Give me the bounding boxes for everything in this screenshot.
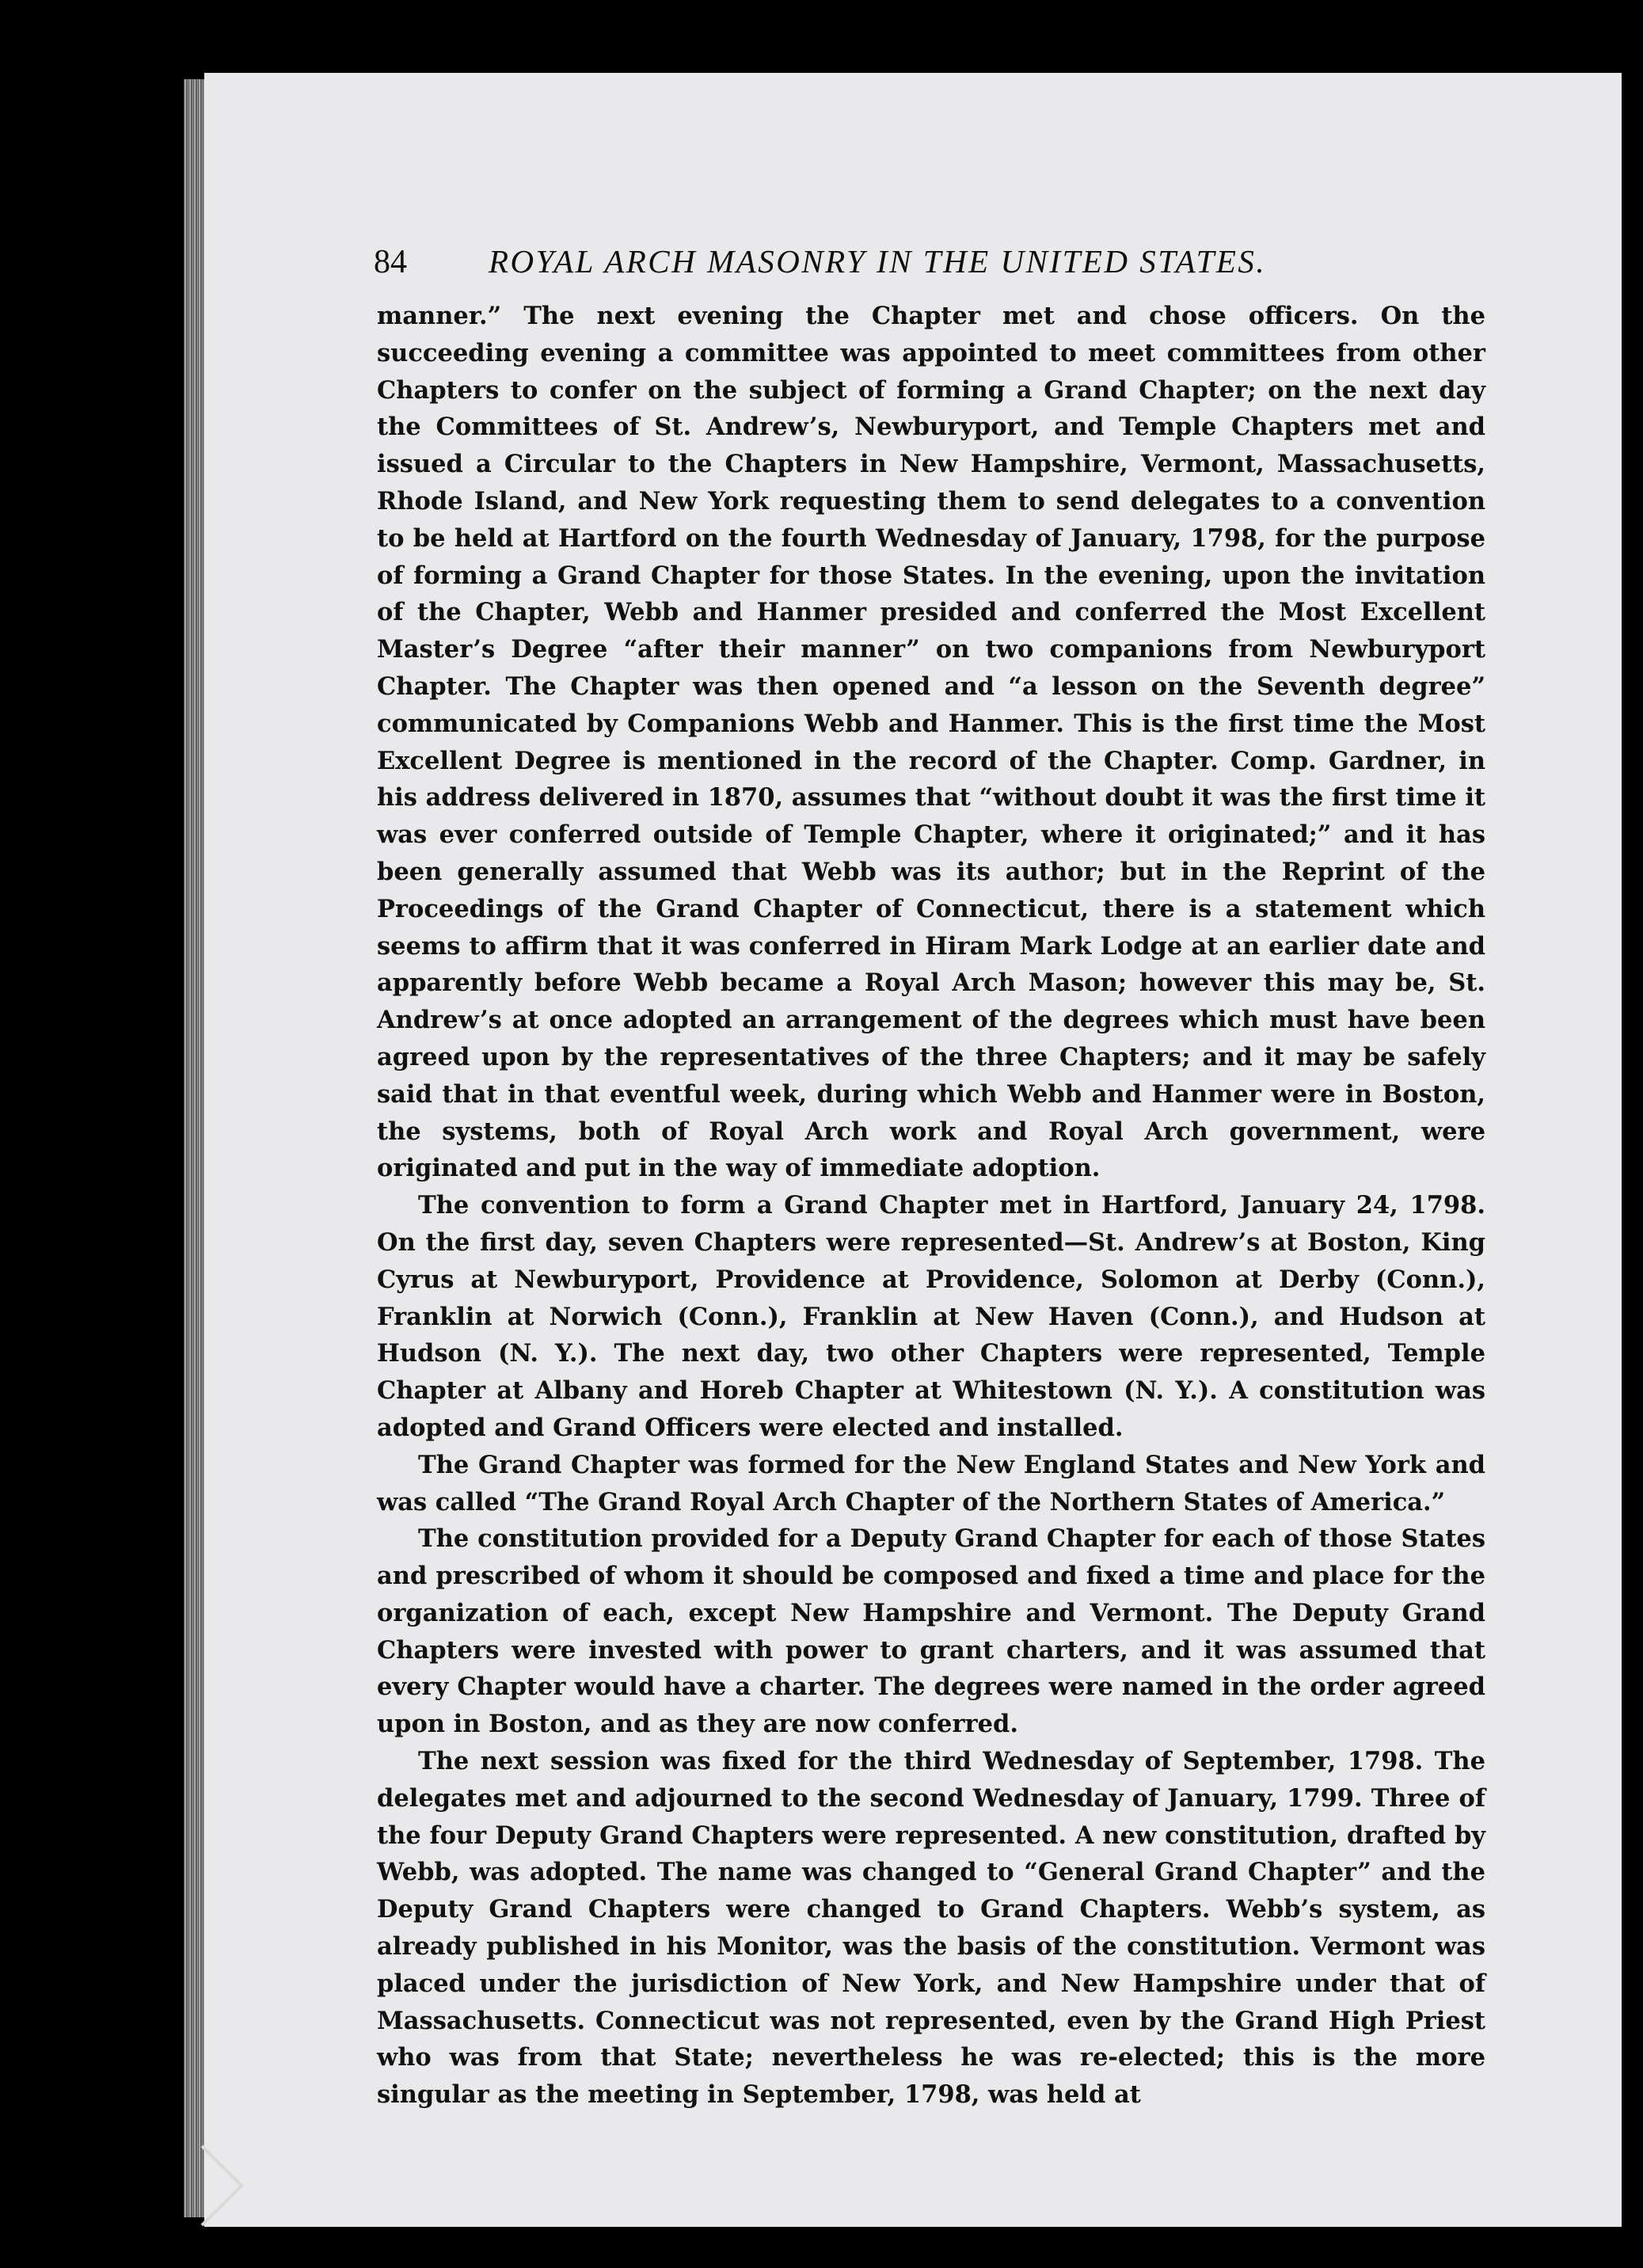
page-corner-fold-icon [194, 2138, 289, 2233]
paragraph-5: The next session was fixed for the third Wednesday of September, 1798. The delegates met and adjourned to the second Wednesday of January, 1799. Three of the four Deputy Grand Chapters were represented. A new constitution, drafted by Webb, was adopted. The name was changed to “General Grand Chapter” and the Deputy Grand Chapters were changed to Grand Chapters. Webb’s system, as already published in his Monitor, was the basis of the constitution. Vermont was placed under the jurisdiction of New York, and New Hampshire under that of Massachusetts. Connecticut was not represented, even by the Grand High Priest who was from that State; nevertheless he was re-elected; this is the more singular as the meeting in September, 1798, was held at [377, 1747, 1485, 2110]
paragraph-4: The constitution provided for a Deputy Grand Chapter for each of those States and prescribed of whom it should be composed and fixed a time and place for the organization of each, except New Hampshire and Vermont. The Deputy Grand Chapters were invested with power to grant charters, and it was assumed that every Chapter would have a charter. The degrees were named in the order agreed upon in Boston, and as they are now conferred. [377, 1524, 1485, 1739]
running-head [374, 242, 1363, 287]
paragraph-3: The Grand Chapter was formed for the New England States and New York and was called “The Grand Royal Arch Chapter of the Northern States of America.” [377, 1450, 1485, 1516]
running-title: ROYAL ARCH MASONRY IN THE UNITED STATES. [489, 243, 1267, 280]
paragraph-1: manner.” The next evening the Chapter met and chose officers. On the succeeding evening a committee was appointed to meet committees from other Chapters to confer on the subject of forming a Grand Chapter; on the next day the Committees of St. Andrew’s, Newburyport, and Temple Chapters met and issued a Circular to the Chapters in New Hampshire, Vermont, Massachusetts, Rhode Island, and New York requesting them to send delegates to a convention to be held at Hartford on the fourth Wednesday of January, 1798, for the purpose of forming a Grand Chapter for those States. In the evening, upon the invitation of the Chapter, Webb and Hanmer presided and conferred the Most Excellent Master’s Degree “after their manner” on two companions from Newburyport Chapter. The Chapter was then opened and “a lesson on the Seventh degree” communicated by Companions Webb and Hanmer. This is the first time the Most Excellent Degree is mentioned in the record of the Chapter. Comp. Gardner, in his address delivered in 1870, assumes that “without doubt it was the first time it was ever conferred outside of Temple Chapter, where it originated;” and it has been generally assumed that Webb was its author; but in the Reprint of the Proceedings of the Grand Chapter of Connecticut, there is a statement which seems to affirm that it was conferred in Hiram Mark Lodge at an earlier date and apparently before Webb became a Royal Arch Mason; however this may be, St. Andrew’s at once adopted an arrangement of the degrees which must have been agreed upon by the representatives of the three Chapters; and it may be safely said that in that eventful week, during which Webb and Hanmer were in Boston, the systems, both of Royal Arch work and Royal Arch government, were originated and put in the way of immediate adoption. [377, 302, 1485, 1183]
paragraph-2: The convention to form a Grand Chapter met in Hartford, January 24, 1798. On the first day, seven Chapters were represented—St. Andrew’s at Boston, King Cyrus at Newburyport, Providence at Providence, Solomon at Derby (Conn.), Franklin at Norwich (Conn.), Franklin at New Haven (Conn.), and Hudson at Hudson (N. Y.). The next day, two other Chapters were represented, Temple Chapter at Albany and Horeb Chapter at Whitestown (N. Y.). A constitution was adopted and Grand Officers were elected and installed. [377, 1191, 1485, 1442]
page-number: 84 [374, 244, 407, 280]
body-text [377, 298, 1485, 2114]
